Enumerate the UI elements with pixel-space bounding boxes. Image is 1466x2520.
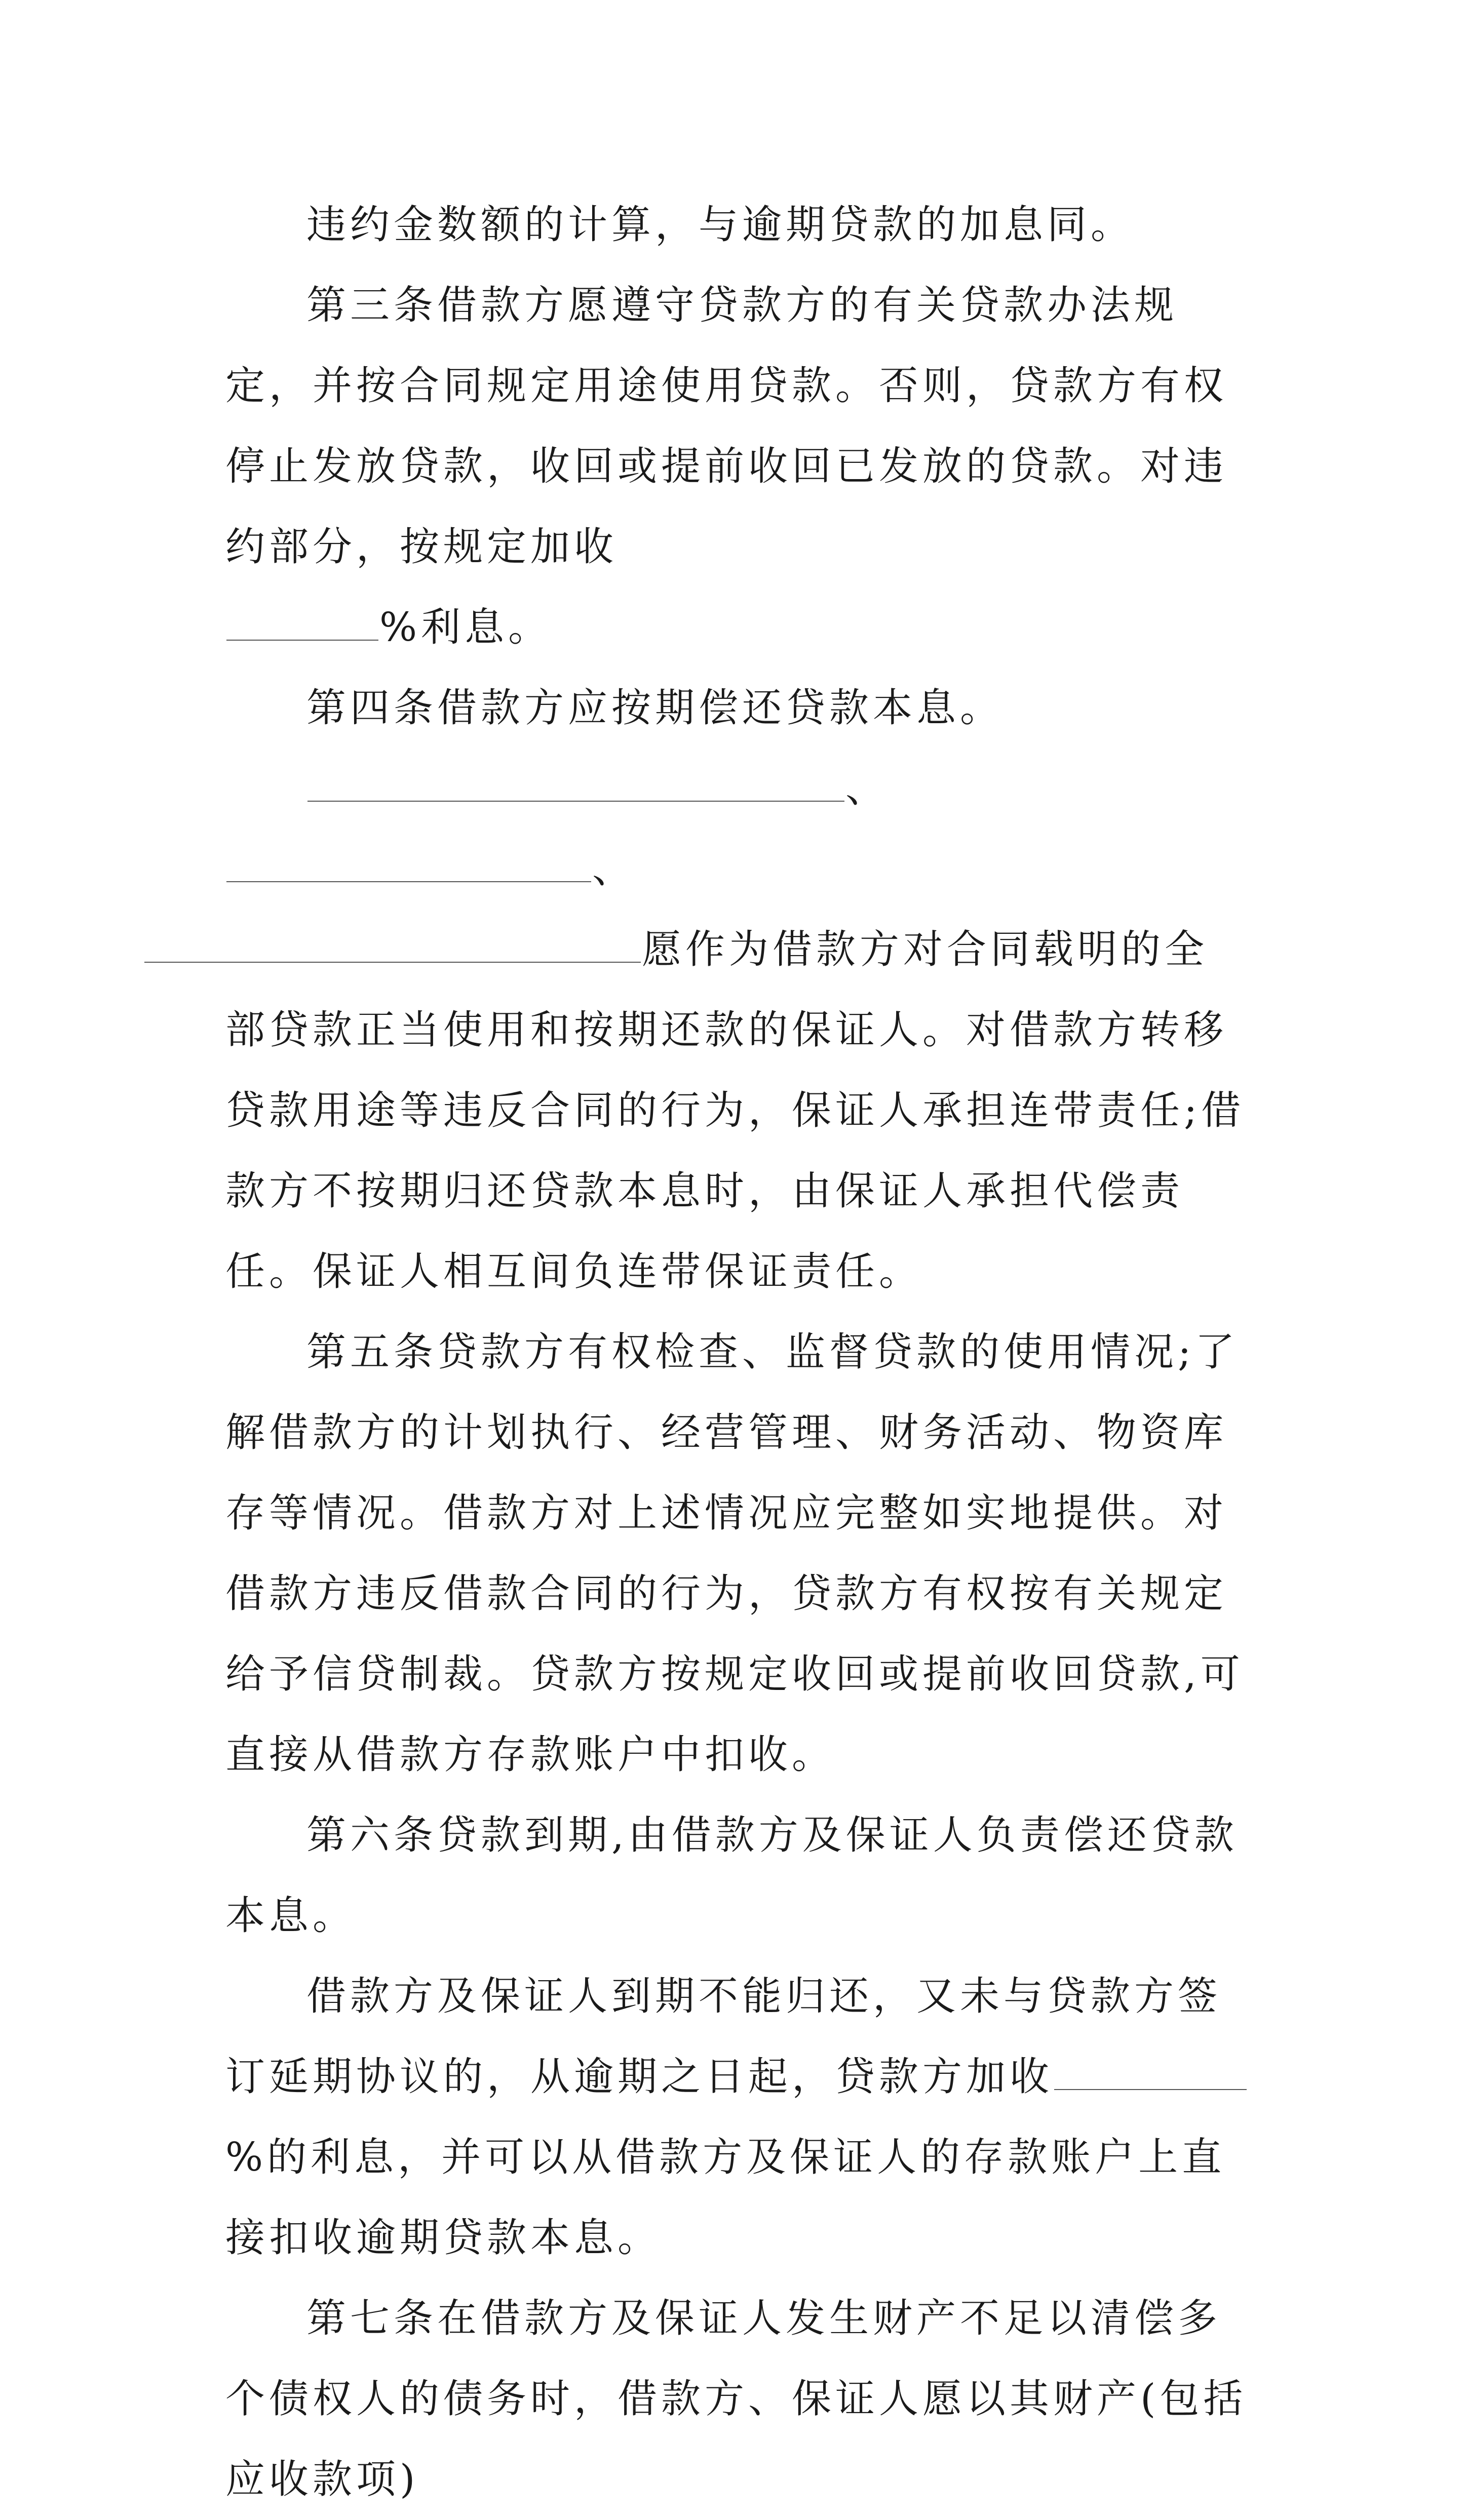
paragraph-text: 借款方及保证人到期不能归还，又未与贷款方签订延期协议的，从逾期之日起，贷款方加收 bbox=[225, 1974, 1222, 2100]
paragraph-article-7 bbox=[225, 2278, 1249, 2520]
paragraph-text: 第七条在借款方及保证人发生财产不足以清偿多个债权人的债务时，借款方、保证人愿以其财产(包括应收款项) bbox=[225, 2296, 1247, 2502]
paragraph-text: %利息。 bbox=[379, 605, 552, 650]
paragraph-text: 第三条借款方愿遵守贷款方的有关贷款办法规定，并按合同规定用途使用贷款。否则，贷款方有权停止发放贷款，收回或提前收回已发放的贷款。对违约部分，按规定加收 bbox=[225, 283, 1228, 570]
document-body bbox=[225, 185, 1249, 2520]
paragraph-overdue bbox=[225, 1956, 1249, 2278]
blank-line bbox=[226, 877, 591, 882]
paragraph-penalty-calculation bbox=[225, 185, 1249, 265]
blank-line bbox=[144, 958, 641, 963]
paragraph-text: 愿作为借款方对合同载明的全部贷款正当使用和按期还款的保证人。对借款方转移贷款用途等违反合同的行为，保证人承担连带责任;借款方不按期归还贷款本息时，由保证人承担代偿责任。保证人相互间负连带保证责任。 bbox=[225, 927, 1245, 1294]
blank-line bbox=[1054, 2085, 1247, 2090]
paragraph-guarantors bbox=[225, 749, 1249, 1312]
paragraph-text: 第五条贷款方有权检查、监督贷款的使用情况;了解借款方的计划执行、经营管理、财务活动、物资库存等情况。借款方对上述情况应完整如实地提供。对借款方违反借款合同的行为，贷款方有权按有关规定给予信贷制裁。贷款方按规定收回或提前收回贷款,可直接从借款方存款账户中扣收。 bbox=[225, 1329, 1244, 1778]
separator: 、 bbox=[845, 766, 890, 811]
paragraph-article-5 bbox=[225, 1312, 1249, 1795]
paragraph-text: 第六条贷款到期,由借款方及保证人负责偿还贷款本息。 bbox=[225, 1813, 1238, 1939]
paragraph-article-3 bbox=[225, 265, 1249, 668]
paragraph-text: %的利息，并可以从借款方及保证人的存款账户上直接扣收逾期贷款本息。 bbox=[225, 2135, 1226, 2261]
blank-line bbox=[307, 797, 844, 802]
paragraph-article-6 bbox=[225, 1795, 1249, 1956]
blank-line bbox=[226, 636, 378, 641]
paragraph-text: 第四条借款方应按期偿还贷款本息。 bbox=[306, 685, 1004, 731]
paragraph-text: 违约金数额的计算，与逾期贷款的加息同。 bbox=[306, 202, 1135, 248]
separator: 、 bbox=[592, 846, 636, 892]
paragraph-article-4 bbox=[225, 668, 1249, 749]
